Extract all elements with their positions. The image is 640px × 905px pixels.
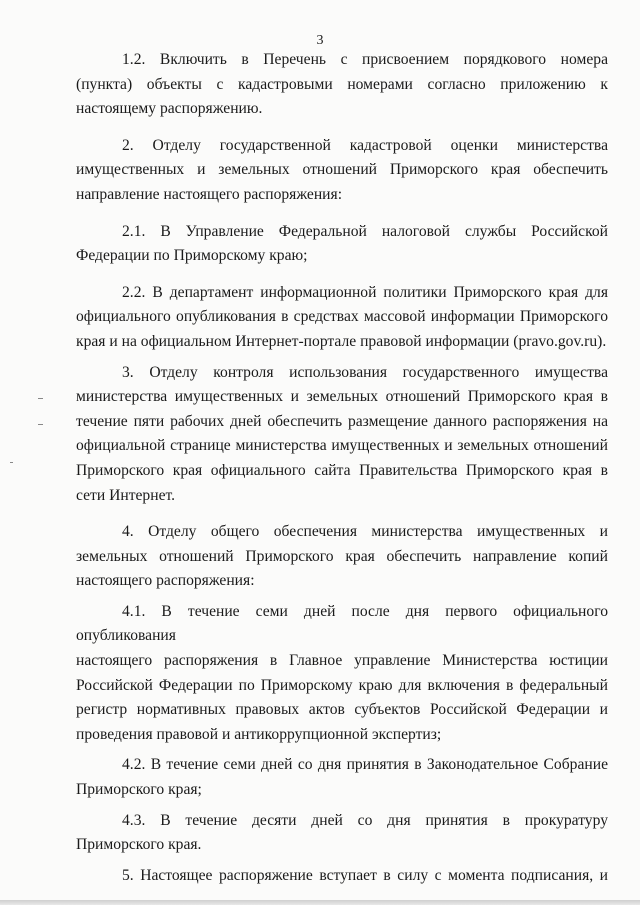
text-line: регистр нормативных правовых актов субъектов Российской Федерации и <box>76 701 608 719</box>
paragraph-4-2 <box>76 753 608 802</box>
text-line: министерства имущественных и земельных отношений Приморского края в <box>76 388 608 406</box>
text-line: 2.2. В департамент информационной политики Приморского края для <box>122 283 608 301</box>
text-line: 2. Отделу государственной кадастровой оценки министерства <box>122 136 608 154</box>
paragraph-2-2 <box>76 281 608 355</box>
text-line: проведения правовой и антикоррупционной экспертиз; <box>76 725 442 743</box>
text-line: настоящего распоряжения: <box>76 572 255 590</box>
paragraph-2 <box>76 134 608 208</box>
margin-mark <box>38 424 43 425</box>
paragraph-4-3 <box>76 809 608 858</box>
text-line: Приморского края официального сайта Правительства Приморского края в <box>76 461 608 479</box>
text-line: Приморского края; <box>76 781 202 799</box>
text-line: 4.2. В течение семи дней со дня принятия в Законодательное Собрание <box>122 756 608 774</box>
text-line: земельных отношений Приморского края обеспечить направление копий <box>76 547 608 565</box>
text-line: 3. Отделу контроля использования государственного имущества <box>122 363 608 381</box>
text-line: (пункта) объекты с кадастровыми номерами согласно приложению к <box>76 75 608 93</box>
text-line: направление настоящего распоряжения: <box>76 185 343 203</box>
text-line: настоящему распоряжению. <box>76 100 263 118</box>
text-line: официальной странице министерства имущественных и земельных отношений <box>76 437 608 455</box>
paragraph-2-1 <box>76 220 608 269</box>
text-line: 5. Настоящее распоряжение вступает в силу с момента подписания, и <box>122 866 608 884</box>
page-number: 3 <box>316 33 324 48</box>
text-line: течение пяти рабочих дней обеспечить размещение данного распоряжения на <box>76 412 608 430</box>
paragraph-1-2 <box>76 48 608 122</box>
paragraph-3 <box>76 361 608 509</box>
text-line: Российской Федерации по Приморскому краю для включения в федеральный <box>76 676 608 694</box>
text-line: Приморского края. <box>76 836 202 854</box>
text-line: 4.3. В течение десяти дней со дня принятия в прокуратуру <box>122 811 608 829</box>
text-line: Федерации по Приморскому краю; <box>76 247 308 265</box>
scan-bottom-edge <box>0 900 640 905</box>
paragraph-4 <box>76 520 608 594</box>
text-line: настоящего распоряжения в Главное управление Министерства юстиции <box>76 652 608 670</box>
text-line: официального опубликования в средствах массовой информации Приморского <box>76 308 608 326</box>
text-line: 4. Отделу общего обеспечения министерства имущественных и <box>122 523 608 541</box>
text-line: края и на официальном Интернет-портале правовой информации (pravo.gov.ru). <box>76 332 607 350</box>
text-line: 4.1. В течение семи дней после дня первого официального опубликования <box>76 602 608 645</box>
text-line: 2.1. В Управление Федеральной налоговой службы Российской <box>122 222 608 240</box>
text-line: сети Интернет. <box>76 486 176 504</box>
document-body <box>76 48 608 894</box>
paragraph-5 <box>76 864 608 889</box>
margin-mark <box>10 462 13 463</box>
text-line: 1.2. Включить в Перечень с присвоением порядкового номера <box>122 51 608 68</box>
margin-mark <box>38 398 43 399</box>
text-line: имущественных и земельных отношений Приморского края обеспечить <box>76 161 608 179</box>
paragraph-4-1 <box>76 600 608 748</box>
